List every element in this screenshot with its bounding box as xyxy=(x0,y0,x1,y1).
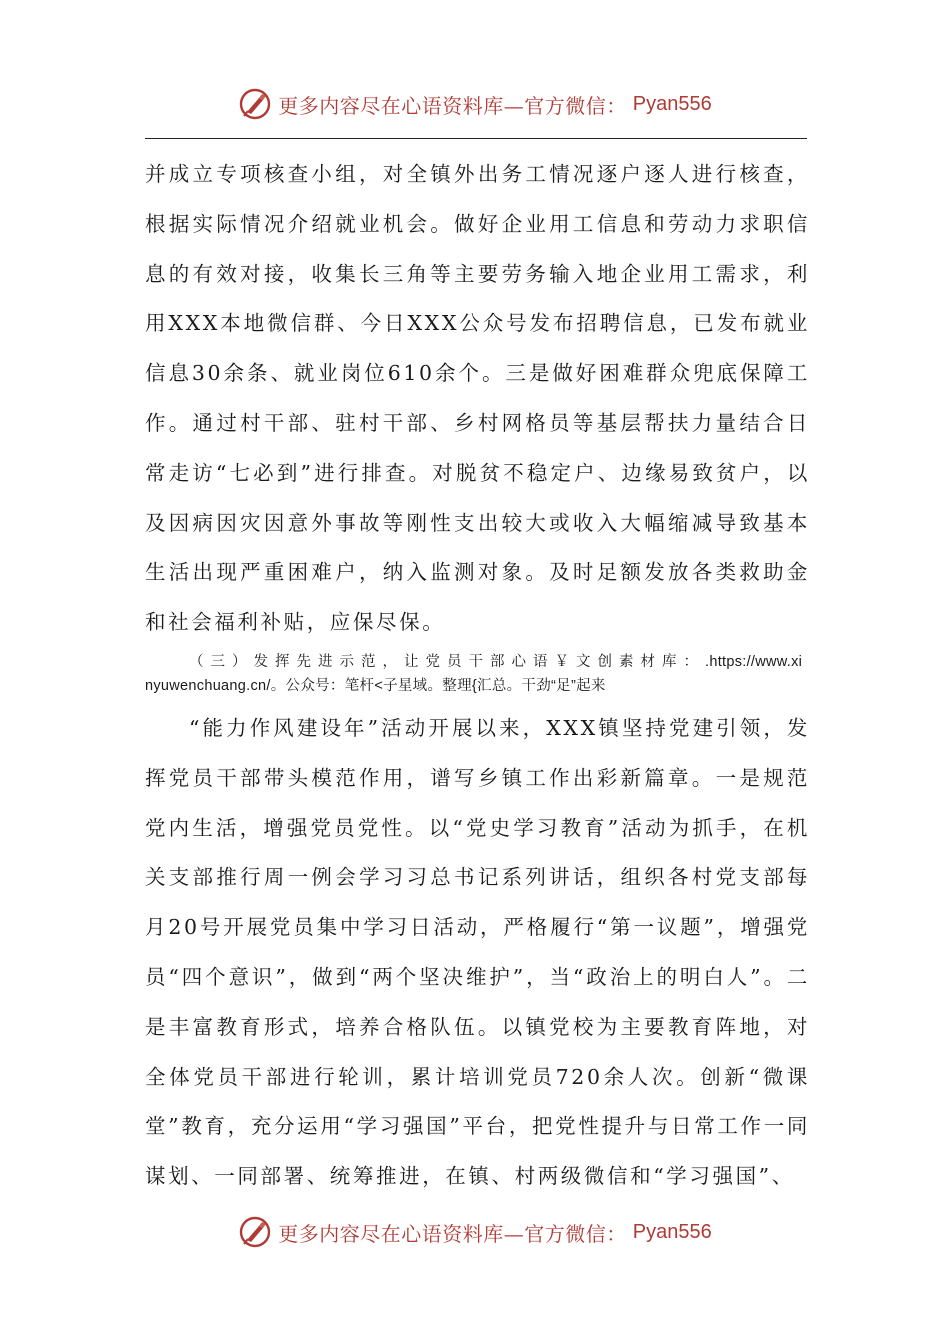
paragraph-2: “能力作风建设年”活动开展以来，XXX镇坚持党建引领，发挥党员干部带头模范作用，谱写乡镇工作出彩新篇章。一是规范党内生活，增强党员党性。以“党史学习教育”活动为抓手，在机关支部推行周一例会学习习总书记系列讲话，组织各村党支部每月20号开展党员集中学习日活动，严格履行“第一议题”，增强党员“四个意识”，做到“两个坚决维护”，当“政治上的明白人”。二是丰富教育形式，培养合格队伍。以镇党校为主要教育阵地，对全体党员干部进行轮训，累计培训党员720余人次。创新“微课堂”教育，充分运用“学习强国”平台，把党性提升与日常工作一同谋划、一同部署、统筹推进，在镇、村两级微信和“学习强国”、 xyxy=(145,715,810,1189)
pen-nib-logo-icon xyxy=(238,87,272,121)
page-header xyxy=(0,84,950,124)
footer-banner xyxy=(238,1215,711,1249)
section-heading xyxy=(145,650,810,698)
header-wechat-id: Pyan556 xyxy=(632,92,712,115)
paragraph-1: 并成立专项核查小组，对全镇外出务工情况逐户逐人进行核查，根据实际情况介绍就业机会。做好企业用工信息和劳动力求职信息的有效对接，收集长三角等主要劳务输入地企业用工需求，利用XXX本地微信群、今日XXX公众号发布招聘信息，已发布就业信息30余条、就业岗位610余个。三是做好困难群众兜底保障工作。通过村干部、驻村干部、乡村网格员等基层帮扶力量结合日常走访“七必到”进行排查。对脱贫不稳定户、边缘易致贫户，以及因病因灾因意外事故等刚性支出较大或收入大幅缩减导致基本生活出现严重困难户，纳入监测对象。及时足额发放各类救助金和社会福利补贴，应保尽保。 xyxy=(145,162,810,635)
footer-banner-text: 更多内容尽在心语资料库—官方微信： xyxy=(278,1221,627,1246)
pen-nib-logo-icon xyxy=(238,1215,272,1249)
page-footer xyxy=(0,1212,950,1252)
section-heading-watermark: .https://www.xinyuwenchuang.cn/。公众号：笔杆<子星域。整理{汇总。干劲“足”起来 xyxy=(145,653,803,694)
header-banner-text: 更多内容尽在心语资料库—官方微信： xyxy=(278,93,627,118)
section-heading-title: （三）发挥先进示范，让党员干部心语￥文创素材库： xyxy=(189,653,705,670)
header-banner xyxy=(238,87,711,121)
header-divider xyxy=(145,138,807,139)
footer-wechat-id: Pyan556 xyxy=(632,1220,712,1243)
document-body xyxy=(145,150,810,1202)
